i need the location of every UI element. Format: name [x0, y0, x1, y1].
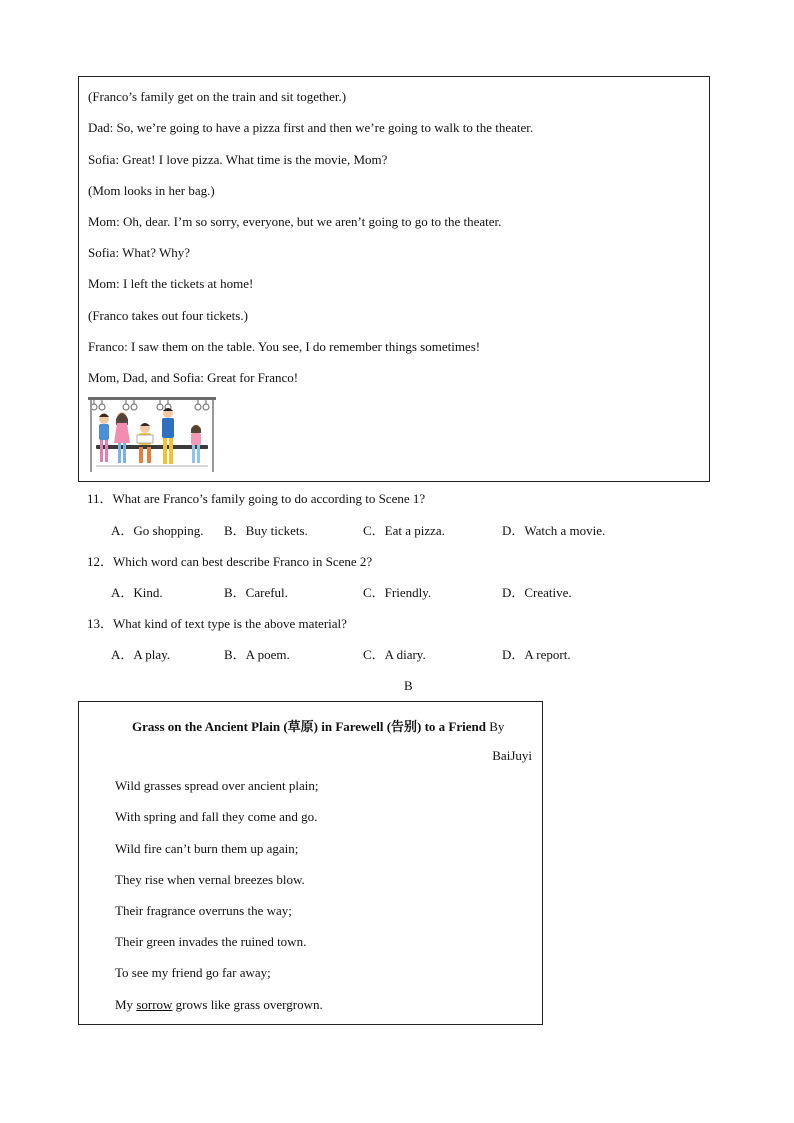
dialogue-line: (Franco’s family get on the train and sit together.) [88, 89, 347, 104]
q13-option-b[interactable]: B．A poem. [224, 647, 290, 662]
poem-last-line [115, 997, 323, 1013]
dialogue-line: (Franco takes out four tickets.) [88, 308, 248, 323]
q13-option-a[interactable]: A．A play. [111, 647, 171, 662]
q13-option-c[interactable]: C．A diary. [363, 647, 426, 662]
poem-line: They rise when vernal breezes blow. [115, 872, 305, 887]
q11-option-a[interactable]: A．Go shopping. [111, 523, 204, 538]
poem-line: Their green invades the ruined town. [115, 934, 307, 949]
q12-option-c[interactable]: C．Friendly. [363, 585, 432, 600]
dialogue-line: (Mom looks in her bag.) [88, 183, 215, 198]
poem-by: By [485, 719, 505, 734]
poem-last-line-end: grows like grass overgrown. [172, 997, 323, 1012]
q13-option-d[interactable]: D．A report. [502, 647, 571, 662]
poem-title-text: Grass on the Ancient Plain (草原) in Farewell (告别) to a Friend [132, 719, 486, 734]
underlined-word-sorrow: sorrow [136, 997, 173, 1012]
dialogue-line: Sofia: What? Why? [88, 245, 191, 260]
train-family-illustration [88, 395, 216, 475]
dialogue-line: Sofia: Great! I love pizza. What time is the movie, Mom? [88, 152, 388, 167]
q11-option-b[interactable]: B．Buy tickets. [224, 523, 308, 538]
q12-option-a[interactable]: A．Kind. [111, 585, 163, 600]
dialogue-line: Mom, Dad, and Sofia: Great for Franco! [88, 370, 299, 385]
section-b-label: B [404, 678, 413, 693]
poem-author: BaiJuyi [492, 748, 532, 763]
dialogue-line: Mom: I left the tickets at home! [88, 276, 254, 291]
q12-option-b[interactable]: B．Careful. [224, 585, 288, 600]
poem-line: Wild grasses spread over ancient plain; [115, 778, 319, 793]
poem-last-line-start: My [115, 997, 137, 1012]
poem-line: Wild fire can’t burn them up again; [115, 841, 299, 856]
dialogue-line: Dad: So, we’re going to have a pizza first and then we’re going to walk to the theater. [88, 120, 534, 135]
poem-line: To see my friend go far away; [115, 965, 271, 980]
poem-line: With spring and fall they come and go. [115, 809, 318, 824]
question-12: 12．Which word can best describe Franco in Scene 2? [87, 554, 373, 569]
poem-line: Their fragrance overruns the way; [115, 903, 292, 918]
dialogue-line: Mom: Oh, dear. I’m so sorry, everyone, but we aren’t going to go to the theater. [88, 214, 502, 229]
q12-option-d[interactable]: D．Creative. [502, 585, 572, 600]
dialogue-line: Franco: I saw them on the table. You see, I do remember things sometimes! [88, 339, 481, 354]
question-13: 13．What kind of text type is the above material? [87, 616, 347, 631]
scene-dialogue-box [78, 76, 710, 482]
q11-option-d[interactable]: D．Watch a movie. [502, 523, 606, 538]
q11-option-c[interactable]: C．Eat a pizza. [363, 523, 445, 538]
poem-title [132, 716, 504, 735]
poem-box [78, 701, 543, 1025]
question-11: 11．What are Franco’s family going to do according to Scene 1? [87, 491, 426, 506]
